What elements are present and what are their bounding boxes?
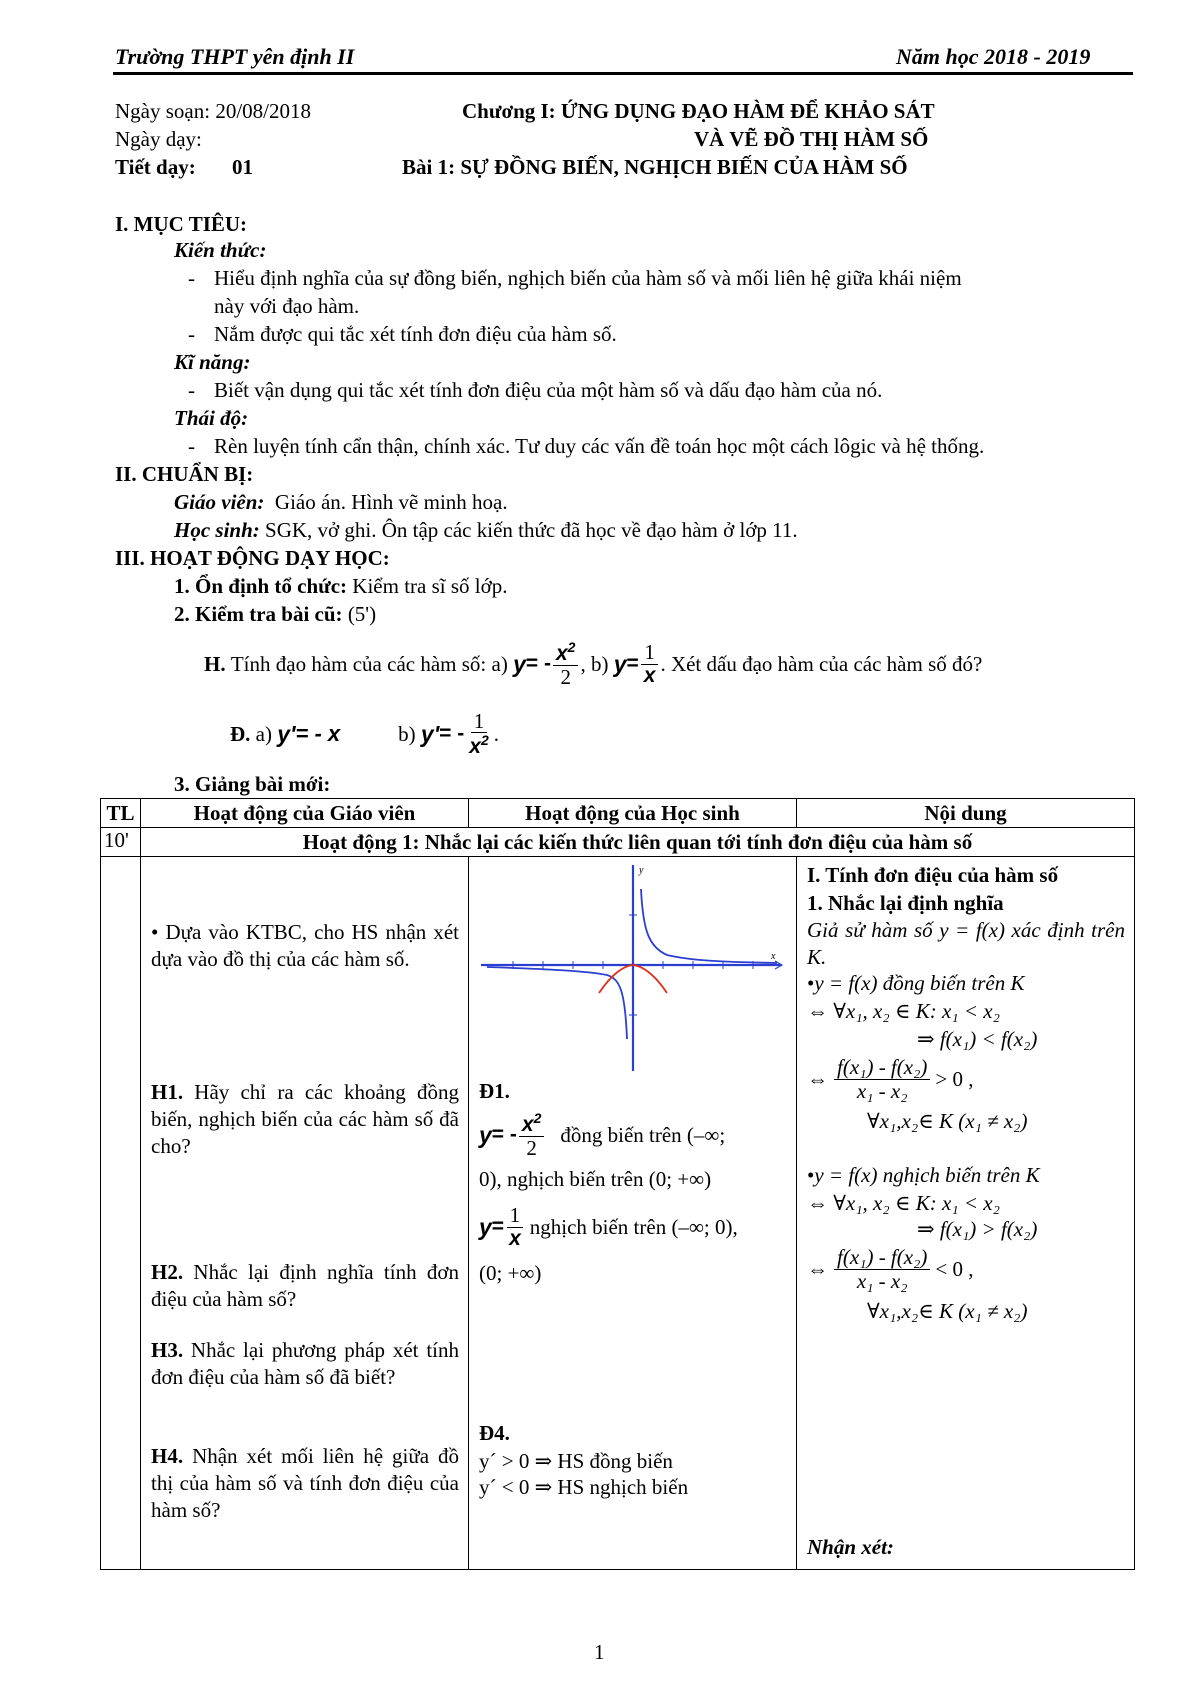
giao-vien-text: Giáo án. Hình vẽ minh hoạ. [274,490,508,514]
fraction-1-over-x [506,1204,524,1249]
difference-quotient [834,1056,930,1101]
math-y: y [513,650,526,677]
question-h [204,636,982,692]
nd-nb-1: ⇔ ∀x₁, x₂ ∈ K: x₁ < x₂ [807,1191,1000,1215]
d1-c: nghịch biến trên (–∞; 0), [529,1214,738,1239]
chapter-title: Chương I: ỨNG DỤNG ĐẠO HÀM ĐỂ KHẢO SÁT [462,99,935,123]
h1-label: H1. [151,1080,184,1104]
h1-text: Hãy chỉ ra các khoảng đồng biến, nghịch biến của các hàm số đã cho? [151,1080,459,1158]
on-dinh-text: Kiểm tra sĩ số lớp. [352,574,508,598]
bullet-dash: - [188,266,195,290]
fraction-x2-over-2 [553,640,578,688]
on-dinh-label: 1. Ổn định tổ chức: [174,574,348,598]
chapter-subtitle: VÀ VẼ ĐỒ THỊ HÀM SỐ [694,127,929,151]
math-dot: . [493,721,499,746]
kien-thuc-heading: Kiến thức: [174,238,267,262]
answer-d [230,706,499,762]
h4-label: H4. [151,1444,184,1468]
d-label: Đ. [230,721,251,746]
table-row-activity [101,828,1135,857]
h2-label: H2. [151,1260,184,1284]
graph-hyperbola-left [487,967,627,1039]
hoc-sinh-line [174,518,798,543]
nd-db-1: ⇔ ∀x₁, x₂ ∈ K: x₁ < x₂ [807,999,1000,1023]
nhan-xet: Nhận xét: [807,1535,894,1559]
lesson-table [100,798,1135,1570]
giao-vien-label: Giáo viên: [174,490,265,514]
nd-db-head [807,971,1024,996]
table-header-row [101,799,1135,828]
gt-zero: > 0 , [935,1066,974,1091]
nd-nb-2: ⇒ f(x₁) > f(x₂) [917,1217,1038,1241]
gv-h2 [151,1259,459,1313]
math-y: y [613,650,627,677]
d4-label: Đ4. [479,1421,510,1445]
kt-item-2: Nắm được qui tắc xét tính đơn điệu của hàm số. [214,322,617,346]
d-a-label: a) [255,721,272,746]
kt-item-1-cont: này với đạo hàm. [214,294,360,318]
lt-zero: < 0 , [935,1256,974,1281]
nd-db-frac-line [807,1053,973,1105]
gv-h1 [151,1079,459,1160]
bullet-dash: - [188,378,195,402]
header-rule [113,72,1133,75]
school-name: Trường THPT yên định II [115,44,355,69]
header-noi-dung: Nội dung [797,799,1135,828]
nd-db-2: ⇒ f(x₁) < f(x₂) [917,1027,1038,1051]
nd-nb-head [807,1163,1040,1188]
nd-title-2: 1. Nhắc lại định nghĩa [807,891,1004,915]
math-eq-neg: = - [491,1123,517,1146]
gv-h4 [151,1443,459,1524]
header-giao-vien: Hoạt động của Giáo viên [141,799,469,828]
school-year: Năm học 2018 - 2019 [896,44,1091,69]
math-neg: = - [439,722,465,745]
ki-nang-heading: Kĩ năng: [174,350,251,374]
d4-line-2: y´ < 0 ⇒ HS nghịch biến [479,1475,689,1499]
math-sup: 2 [567,638,576,655]
fraction-1-over-x [641,641,659,686]
fraction-1-over-x2 [466,710,491,758]
math-sup: 2 [533,1109,542,1126]
difference-quotient [834,1246,930,1291]
kt-item-1: Hiểu định nghĩa của sự đồng biến, nghịch biến của hàm số và mối liên hệ giữa khái niệm [214,266,962,290]
kiem-tra-line [174,602,376,627]
gv-h3 [151,1337,459,1391]
d1-line-3 [479,1199,738,1255]
thai-do-heading: Thái độ: [174,406,249,430]
graph-x-label: x [771,951,776,962]
section-chuan-bi: II. CHUẨN BỊ: [115,462,254,486]
nd-title-1: I. Tính đơn điệu của hàm số [807,863,1059,887]
table-row-content [101,857,1135,1570]
bullet-dash: - [188,322,195,346]
ngay-day: Ngày dạy: [115,127,202,151]
function-graph [477,861,789,1073]
giang-bai-moi: 3. Giảng bài mới: [174,772,331,796]
ngay-soan: Ngày soạn: 20/08/2018 [115,99,311,123]
math-sup: 2 [480,732,489,748]
h-text-3: . Xét dấu đạo hàm của các hàm số đó? [660,651,983,676]
d-b-label: b) [398,721,416,746]
h2-text: Nhắc lại định nghĩa tính đơn điệu của hàm số? [151,1260,460,1311]
iff-symbol: ⇔ [807,1066,828,1091]
section-muc-tieu: I. MỤC TIÊU: [115,212,248,236]
math-yprime: y' [420,720,440,747]
tiet-day-label: Tiết dạy: [115,155,196,179]
giao-vien-line [174,490,508,515]
iff-symbol: ⇔ [807,1256,828,1281]
math-den: 2 [560,665,571,689]
bullet-icon: • [807,1163,815,1187]
math-x: x [555,641,568,665]
math-x: x [521,1112,534,1136]
on-dinh-line [174,574,507,599]
gv-paragraph-1 [151,919,459,973]
tl-cell: 10' [101,828,141,857]
nd-cell [797,857,1135,1570]
math-x: x [643,663,656,687]
d1-line-4: (0; +∞) [479,1261,542,1285]
frac-den: x₁ - x₂ [856,1078,908,1103]
graph-hyperbola-right [641,889,777,963]
math-num: 1 [471,710,488,733]
math-y: y [479,1213,492,1240]
math-y: y [479,1121,492,1148]
d1-a: đồng biến trên (–∞; [560,1122,726,1147]
h-text-2: , b) [580,651,609,676]
header-hoc-sinh: Hoạt động của Học sinh [469,799,797,828]
kn-item-1: Biết vận dụng qui tắc xét tính đơn điệu của một hàm số và dấu đạo hàm của nó. [214,378,883,402]
fraction-x2-over-2 [519,1111,544,1159]
tiet-day-value: 01 [232,155,253,179]
tl-empty-cell [101,857,141,1570]
math-x: x [469,735,481,758]
d4-line-1: y´ > 0 ⇒ HS đồng biến [479,1449,673,1473]
bullet-icon: • [807,971,815,995]
frac-num: f(x₁) - f(x₂) [834,1246,930,1269]
h3-text: Nhắc lại phương pháp xét tính đơn điệu của hàm số đã biết? [151,1338,459,1389]
gv-p1-text: Dựa vào KTBC, cho HS nhận xét dựa vào đồ thị của các hàm số. [151,920,459,971]
math-neg-x: = - x [295,721,341,746]
h4-text: Nhận xét mối liên hệ giữa đồ thị của hàm số và tính đơn điệu của hàm số? [151,1444,459,1522]
frac-den: x₁ - x₂ [856,1268,908,1293]
nd-db-cond: ∀x₁,x₂∈ K (x₁ ≠ x₂) [867,1109,1028,1133]
bullet-icon: • [151,920,159,944]
math-eq: = [626,652,639,675]
activity-title: Hoạt động 1: Nhắc lại các kiến thức liên quan tới tính đơn điệu của hàm số [141,828,1135,857]
hoc-sinh-label: Học sinh: [174,518,260,542]
td-item-1: Rèn luyện tính cẩn thận, chính xác. Tư duy các vấn đề toán học một cách lôgic và hệ thống. [214,434,985,458]
nd-nb-frac-line [807,1243,973,1295]
math-x: x [509,1226,521,1250]
db-head-text: y = f(x) đồng biến trên K [814,971,1025,995]
math-den: 2 [526,1136,537,1160]
math-eq: = [491,1215,505,1238]
d1-label: Đ1. [479,1079,510,1103]
nb-head-text: y = f(x) nghịch biến trên K [814,1163,1040,1187]
nd-intro: Giả sử hàm số y = f(x) xác định trên K. [807,918,1125,969]
frac-num: f(x₁) - f(x₂) [834,1056,930,1079]
h-text-1: Tính đạo hàm của các hàm số: a) [230,651,508,676]
bullet-dash: - [188,434,195,458]
section-hoat-dong: III. HOẠT ĐỘNG DẠY HỌC: [115,546,390,570]
page-number: 1 [594,1640,605,1664]
nd-nb-cond: ∀x₁,x₂∈ K (x₁ ≠ x₂) [867,1299,1028,1323]
header-tl: TL [101,799,141,828]
hoc-sinh-text: SGK, vở ghi. Ôn tập các kiến thức đã học về đạo hàm ở lớp 11. [265,518,798,542]
hs-cell [469,857,797,1570]
h3-label: H3. [151,1338,184,1362]
lesson-title: Bài 1: SỰ ĐỒNG BIẾN, NGHỊCH BIẾN CỦA HÀM SỐ [402,155,908,179]
math-eq-neg: = - [525,652,551,675]
gv-cell [141,857,469,1570]
d1-line-1 [479,1107,789,1163]
math-num: 1 [507,1204,524,1227]
graph-y-label: y [639,865,644,876]
math-yprime: y' [277,720,296,747]
math-num: 1 [641,641,658,664]
h-label: H. [204,651,226,676]
kiem-tra-label: 2. Kiểm tra bài cũ: [174,602,343,626]
kiem-tra-text: (5') [347,602,377,626]
d1-line-2: 0), nghịch biến trên (0; +∞) [479,1167,712,1191]
